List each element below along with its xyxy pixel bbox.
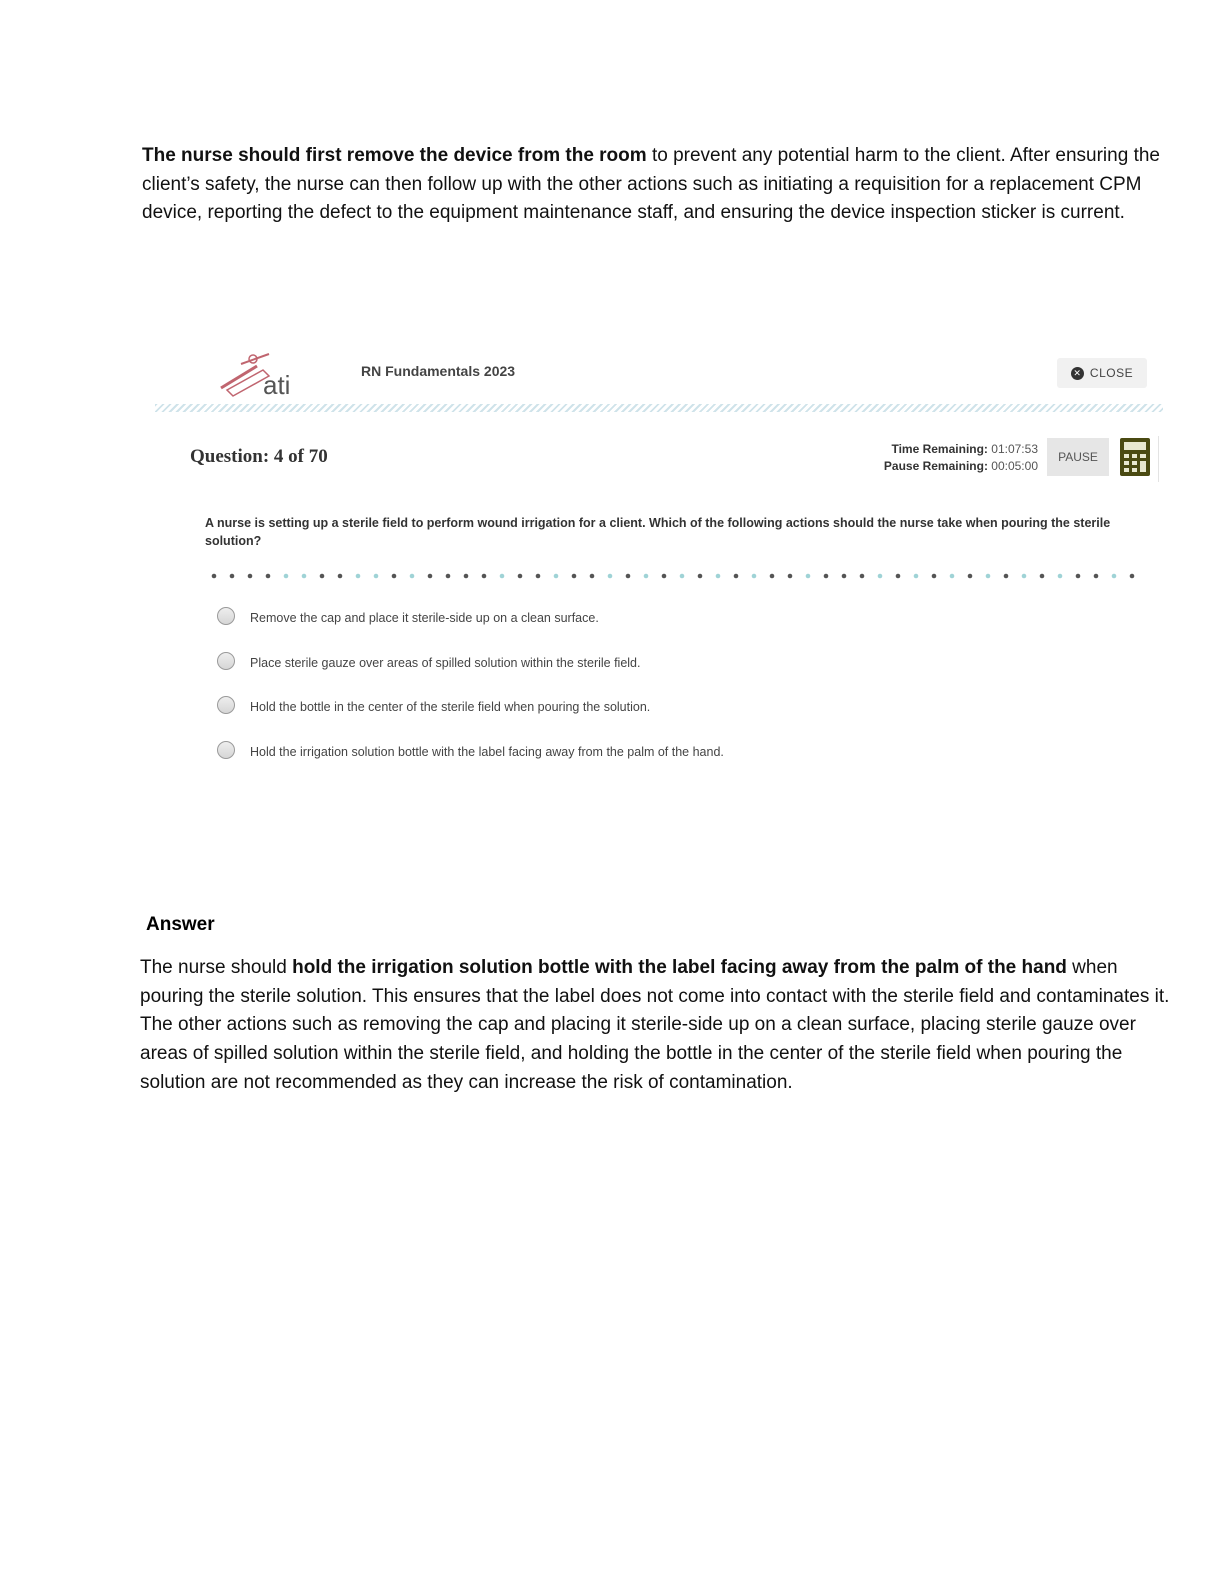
progress-dot bbox=[752, 574, 757, 579]
progress-dot bbox=[698, 574, 703, 579]
intro-rest: to prevent any potential harm to the client. After ensuring the client’s safety, the nurse can then follow up with the other actions such as initiating a requisition for a replacement CPM device, reporting the defect to the equipment maintenance staff, and ensuring the device inspection sticker is current. bbox=[142, 145, 1160, 224]
progress-dot bbox=[554, 574, 559, 579]
header-right-rule bbox=[1158, 436, 1159, 482]
option-label: Place sterile gauze over areas of spilled solution within the sterile field. bbox=[250, 655, 641, 670]
progress-dot bbox=[482, 574, 487, 579]
progress-dot bbox=[500, 574, 505, 579]
progress-dot bbox=[464, 574, 469, 579]
answer-options bbox=[217, 606, 1117, 785]
intro-bold: The nurse should first remove the device from the room bbox=[142, 145, 647, 166]
ati-logo bbox=[217, 350, 317, 398]
answer-heading: Answer bbox=[146, 914, 215, 935]
option-label: Hold the irrigation solution bottle with the label facing away from the palm of the hand. bbox=[250, 745, 724, 760]
embedded-exam-screenshot bbox=[155, 348, 1163, 768]
radio-button[interactable] bbox=[217, 696, 235, 714]
logo-text: ati bbox=[263, 370, 291, 398]
progress-dot bbox=[734, 574, 739, 579]
progress-dot bbox=[824, 574, 829, 579]
radio-button[interactable] bbox=[217, 741, 235, 759]
close-button[interactable] bbox=[1057, 358, 1147, 388]
progress-dot bbox=[608, 574, 613, 579]
progress-dot bbox=[914, 574, 919, 579]
pause-button[interactable]: PAUSE bbox=[1047, 438, 1109, 476]
progress-dot bbox=[860, 574, 865, 579]
progress-dot bbox=[1022, 574, 1027, 579]
progress-dot bbox=[770, 574, 775, 579]
answer-bold: hold the irrigation solution bottle with the label facing away from the palm of the hand bbox=[292, 957, 1067, 978]
progress-dot bbox=[986, 574, 991, 579]
progress-dot bbox=[338, 574, 343, 579]
progress-dot bbox=[284, 574, 289, 579]
progress-dot bbox=[842, 574, 847, 579]
progress-dot bbox=[1076, 574, 1081, 579]
progress-dot bbox=[392, 574, 397, 579]
question-text: A nurse is setting up a sterile field to perform wound irrigation for a client. Which of the following actions should the nurse take when pouring the sterile solution? bbox=[205, 516, 1111, 548]
progress-dot bbox=[968, 574, 973, 579]
progress-dot bbox=[536, 574, 541, 579]
progress-dot bbox=[302, 574, 307, 579]
progress-dot bbox=[626, 574, 631, 579]
progress-dot bbox=[410, 574, 415, 579]
time-remaining-value: 01:07:53 bbox=[991, 442, 1038, 456]
answer-paragraph bbox=[140, 954, 1174, 1098]
app-title: RN Fundamentals 2023 bbox=[361, 363, 516, 379]
progress-dot bbox=[572, 574, 577, 579]
progress-dot bbox=[1130, 574, 1135, 579]
progress-dot bbox=[644, 574, 649, 579]
option-3[interactable] bbox=[217, 695, 1117, 740]
timers bbox=[884, 441, 1038, 475]
progress-dot bbox=[320, 574, 325, 579]
radio-button[interactable] bbox=[217, 652, 235, 670]
question-number: Question: 4 of 70 bbox=[190, 446, 328, 467]
pause-remaining-label: Pause Remaining: bbox=[883, 459, 988, 473]
progress-dot bbox=[212, 574, 217, 579]
option-4[interactable] bbox=[217, 740, 1117, 785]
progress-dot bbox=[446, 574, 451, 579]
progress-dot bbox=[1112, 574, 1117, 579]
progress-dot bbox=[356, 574, 361, 579]
progress-dot bbox=[932, 574, 937, 579]
exam-header bbox=[155, 348, 1163, 404]
close-label: CLOSE bbox=[1089, 366, 1134, 380]
progress-dot bbox=[248, 574, 253, 579]
progress-dot bbox=[950, 574, 955, 579]
radio-button[interactable] bbox=[217, 607, 235, 625]
question-progress-dots bbox=[210, 572, 1140, 580]
intro-paragraph bbox=[142, 142, 1172, 228]
time-remaining-label: Time Remaining: bbox=[891, 442, 988, 456]
answer-rest: when pouring the sterile solution. This ensures that the label does not come into contact with the sterile field and contaminates it. The other actions such as removing the cap and placing it sterile-side up on a clean surface, placing sterile gauze over areas of spilled solution within the sterile field, and holding the bottle in the center of the sterile field when pouring the solution are not recommended as they can increase the risk of contamination. bbox=[140, 957, 1170, 1093]
option-label: Remove the cap and place it sterile-side up on a clean surface. bbox=[250, 611, 599, 625]
progress-dot bbox=[716, 574, 721, 579]
header-divider bbox=[155, 404, 1163, 412]
option-2[interactable] bbox=[217, 651, 1117, 696]
pause-remaining-value: 00:05:00 bbox=[991, 459, 1038, 473]
progress-dot bbox=[266, 574, 271, 579]
progress-dot bbox=[1040, 574, 1045, 579]
option-label: Hold the bottle in the center of the sterile field when pouring the solution. bbox=[250, 700, 651, 715]
progress-dot bbox=[374, 574, 379, 579]
progress-dot bbox=[1004, 574, 1009, 579]
progress-dot bbox=[878, 574, 883, 579]
answer-lead: The nurse should bbox=[140, 957, 293, 978]
progress-dot bbox=[1094, 574, 1099, 579]
progress-dot bbox=[230, 574, 235, 579]
progress-dot bbox=[662, 574, 667, 579]
progress-dot bbox=[1058, 574, 1063, 579]
progress-dot bbox=[518, 574, 523, 579]
progress-dot bbox=[896, 574, 901, 579]
calculator-icon[interactable] bbox=[1120, 438, 1150, 476]
progress-dot bbox=[806, 574, 811, 579]
progress-dot bbox=[428, 574, 433, 579]
close-icon: ✕ bbox=[1071, 367, 1084, 380]
progress-dot bbox=[788, 574, 793, 579]
option-1[interactable] bbox=[217, 606, 1117, 651]
progress-dot bbox=[680, 574, 685, 579]
progress-dot bbox=[590, 574, 595, 579]
